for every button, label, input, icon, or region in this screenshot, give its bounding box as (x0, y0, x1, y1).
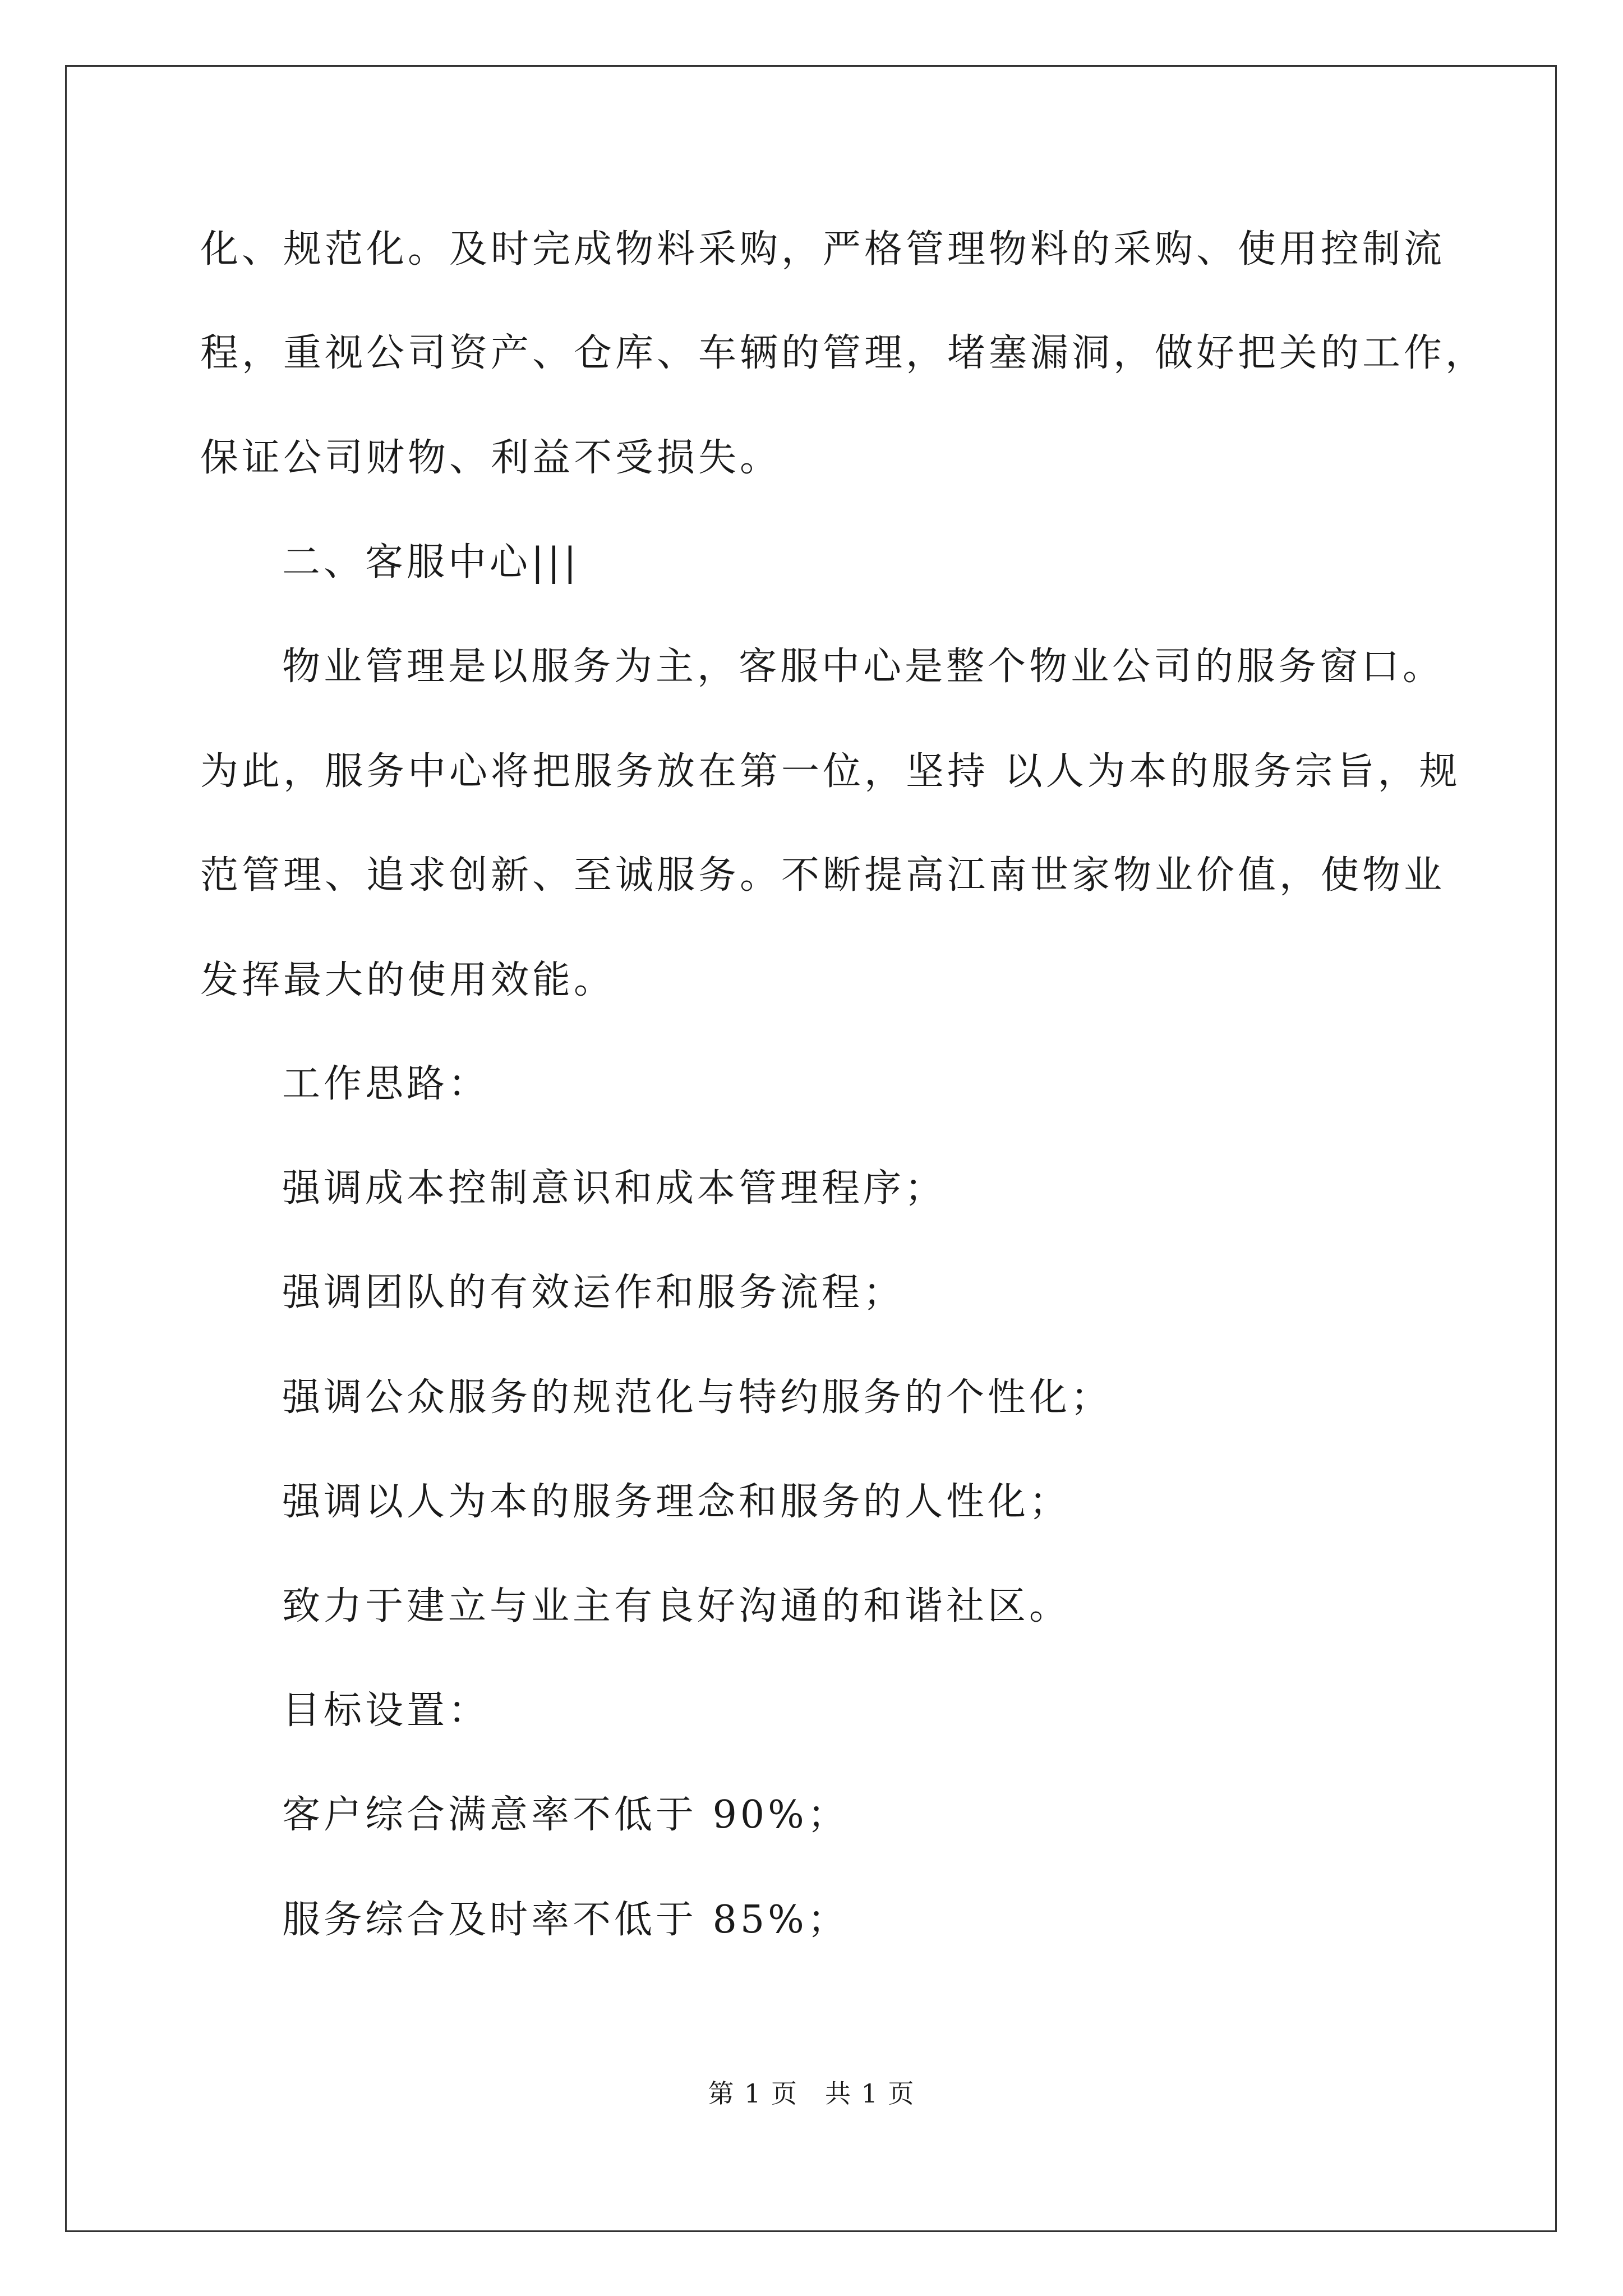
subheading: 目标设置： (282, 1688, 490, 1733)
body-text-line: 发挥最大的使用效能。 (200, 958, 616, 1002)
body-text-line: 为此，服务中心将把服务放在第一位，坚持 以人为本的服务宗旨，规 (200, 749, 1461, 794)
section-heading: 二、客服中心||| (282, 540, 580, 585)
list-item: 强调团队的有效运作和服务流程； (282, 1271, 905, 1315)
body-text-line: 物业管理是以服务为主，客服中心是整个物业公司的服务窗口。 (282, 645, 1445, 689)
body-text-line: 保证公司财物、利益不受损失。 (200, 436, 782, 480)
body-text-line: 化、规范化。及时完成物料采购，严格管理物料的采购、使用控制流 (200, 227, 1446, 272)
page-footer: 第 1 页 共 1 页 (708, 2078, 915, 2109)
body-text-line: 程，重视公司资产、仓库、车辆的管理，堵塞漏洞，做好把关的工作， (200, 331, 1487, 375)
list-item: 强调以人为本的服务理念和服务的人性化； (282, 1480, 1071, 1524)
list-item: 客户综合满意率不低于 90%； (282, 1793, 849, 1837)
list-item: 强调成本控制意识和成本管理程序； (282, 1166, 947, 1211)
body-text-line: 范管理、追求创新、至诚服务。不断提高江南世家物业价值，使物业 (200, 853, 1446, 898)
subheading: 工作思路： (282, 1062, 490, 1106)
list-item: 强调公众服务的规范化与特约服务的个性化； (282, 1375, 1113, 1420)
list-item: 致力于建立与业主有良好沟通的和谐社区。 (282, 1584, 1071, 1628)
list-item: 服务综合及时率不低于 85%； (282, 1898, 849, 1942)
